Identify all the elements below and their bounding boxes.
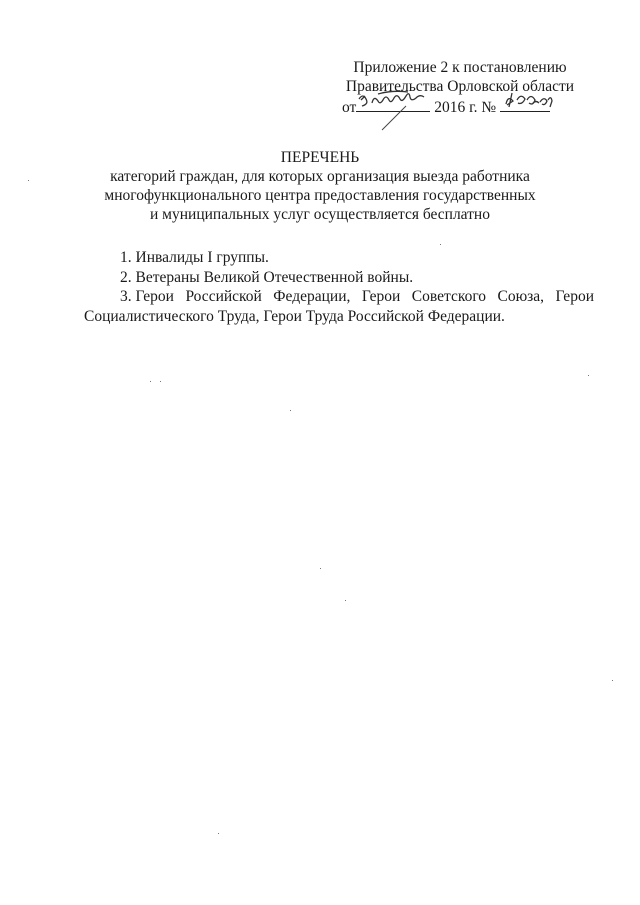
scan-speck	[588, 375, 589, 376]
title-subtitle-line-2: многофункционального центра предоставления государственных	[104, 187, 536, 204]
list-item-3-word: Федерации,	[273, 288, 351, 305]
list-item-3-word: Российской	[185, 288, 262, 305]
list-item-3-word: Герои	[555, 288, 594, 305]
title-subtitle-line-3: и муниципальных услуг осуществляется бесплатно	[150, 206, 490, 223]
appendix-line-1: Приложение 2 к постановлению	[353, 59, 567, 76]
list-item-3-word: Союза,	[497, 288, 545, 305]
handwritten-number-field	[500, 96, 550, 112]
year-and-number-label: 2016 г. №	[434, 99, 497, 116]
list-item-3-word: 3. Герои	[120, 288, 174, 305]
scan-speck	[345, 600, 346, 601]
list-item-3-line-1	[84, 287, 594, 307]
pen-stroke-mark	[376, 104, 416, 134]
list-item-3-line-2: Социалистического Труда, Герои Труда Российской Федерации.	[84, 307, 505, 325]
list-item-2: 2. Ветераны Великой Отечественной войны.	[120, 268, 414, 286]
scan-speck	[160, 381, 161, 382]
scan-speck	[28, 180, 29, 181]
document-title	[0, 148, 640, 224]
date-prefix: от	[342, 99, 357, 116]
date-number-line	[330, 96, 590, 117]
appendix-header	[330, 58, 590, 117]
title-subtitle-line-1: категорий граждан, для которых организация выезда работника	[110, 168, 530, 185]
list-item-3-word: Герои	[361, 288, 401, 305]
scan-speck	[612, 680, 613, 681]
title-heading: ПЕРЕЧЕНЬ	[280, 149, 360, 166]
list-item-1: 1. Инвалиды I группы.	[120, 249, 269, 266]
scan-speck	[320, 568, 321, 569]
category-list	[84, 248, 594, 326]
scan-speck	[218, 833, 219, 834]
list-item-3-word: Советского	[411, 288, 487, 305]
scan-speck	[290, 410, 291, 411]
scan-speck	[150, 381, 151, 382]
scan-speck	[440, 244, 441, 245]
appendix-line-2: Правительства Орловской области	[345, 78, 575, 95]
